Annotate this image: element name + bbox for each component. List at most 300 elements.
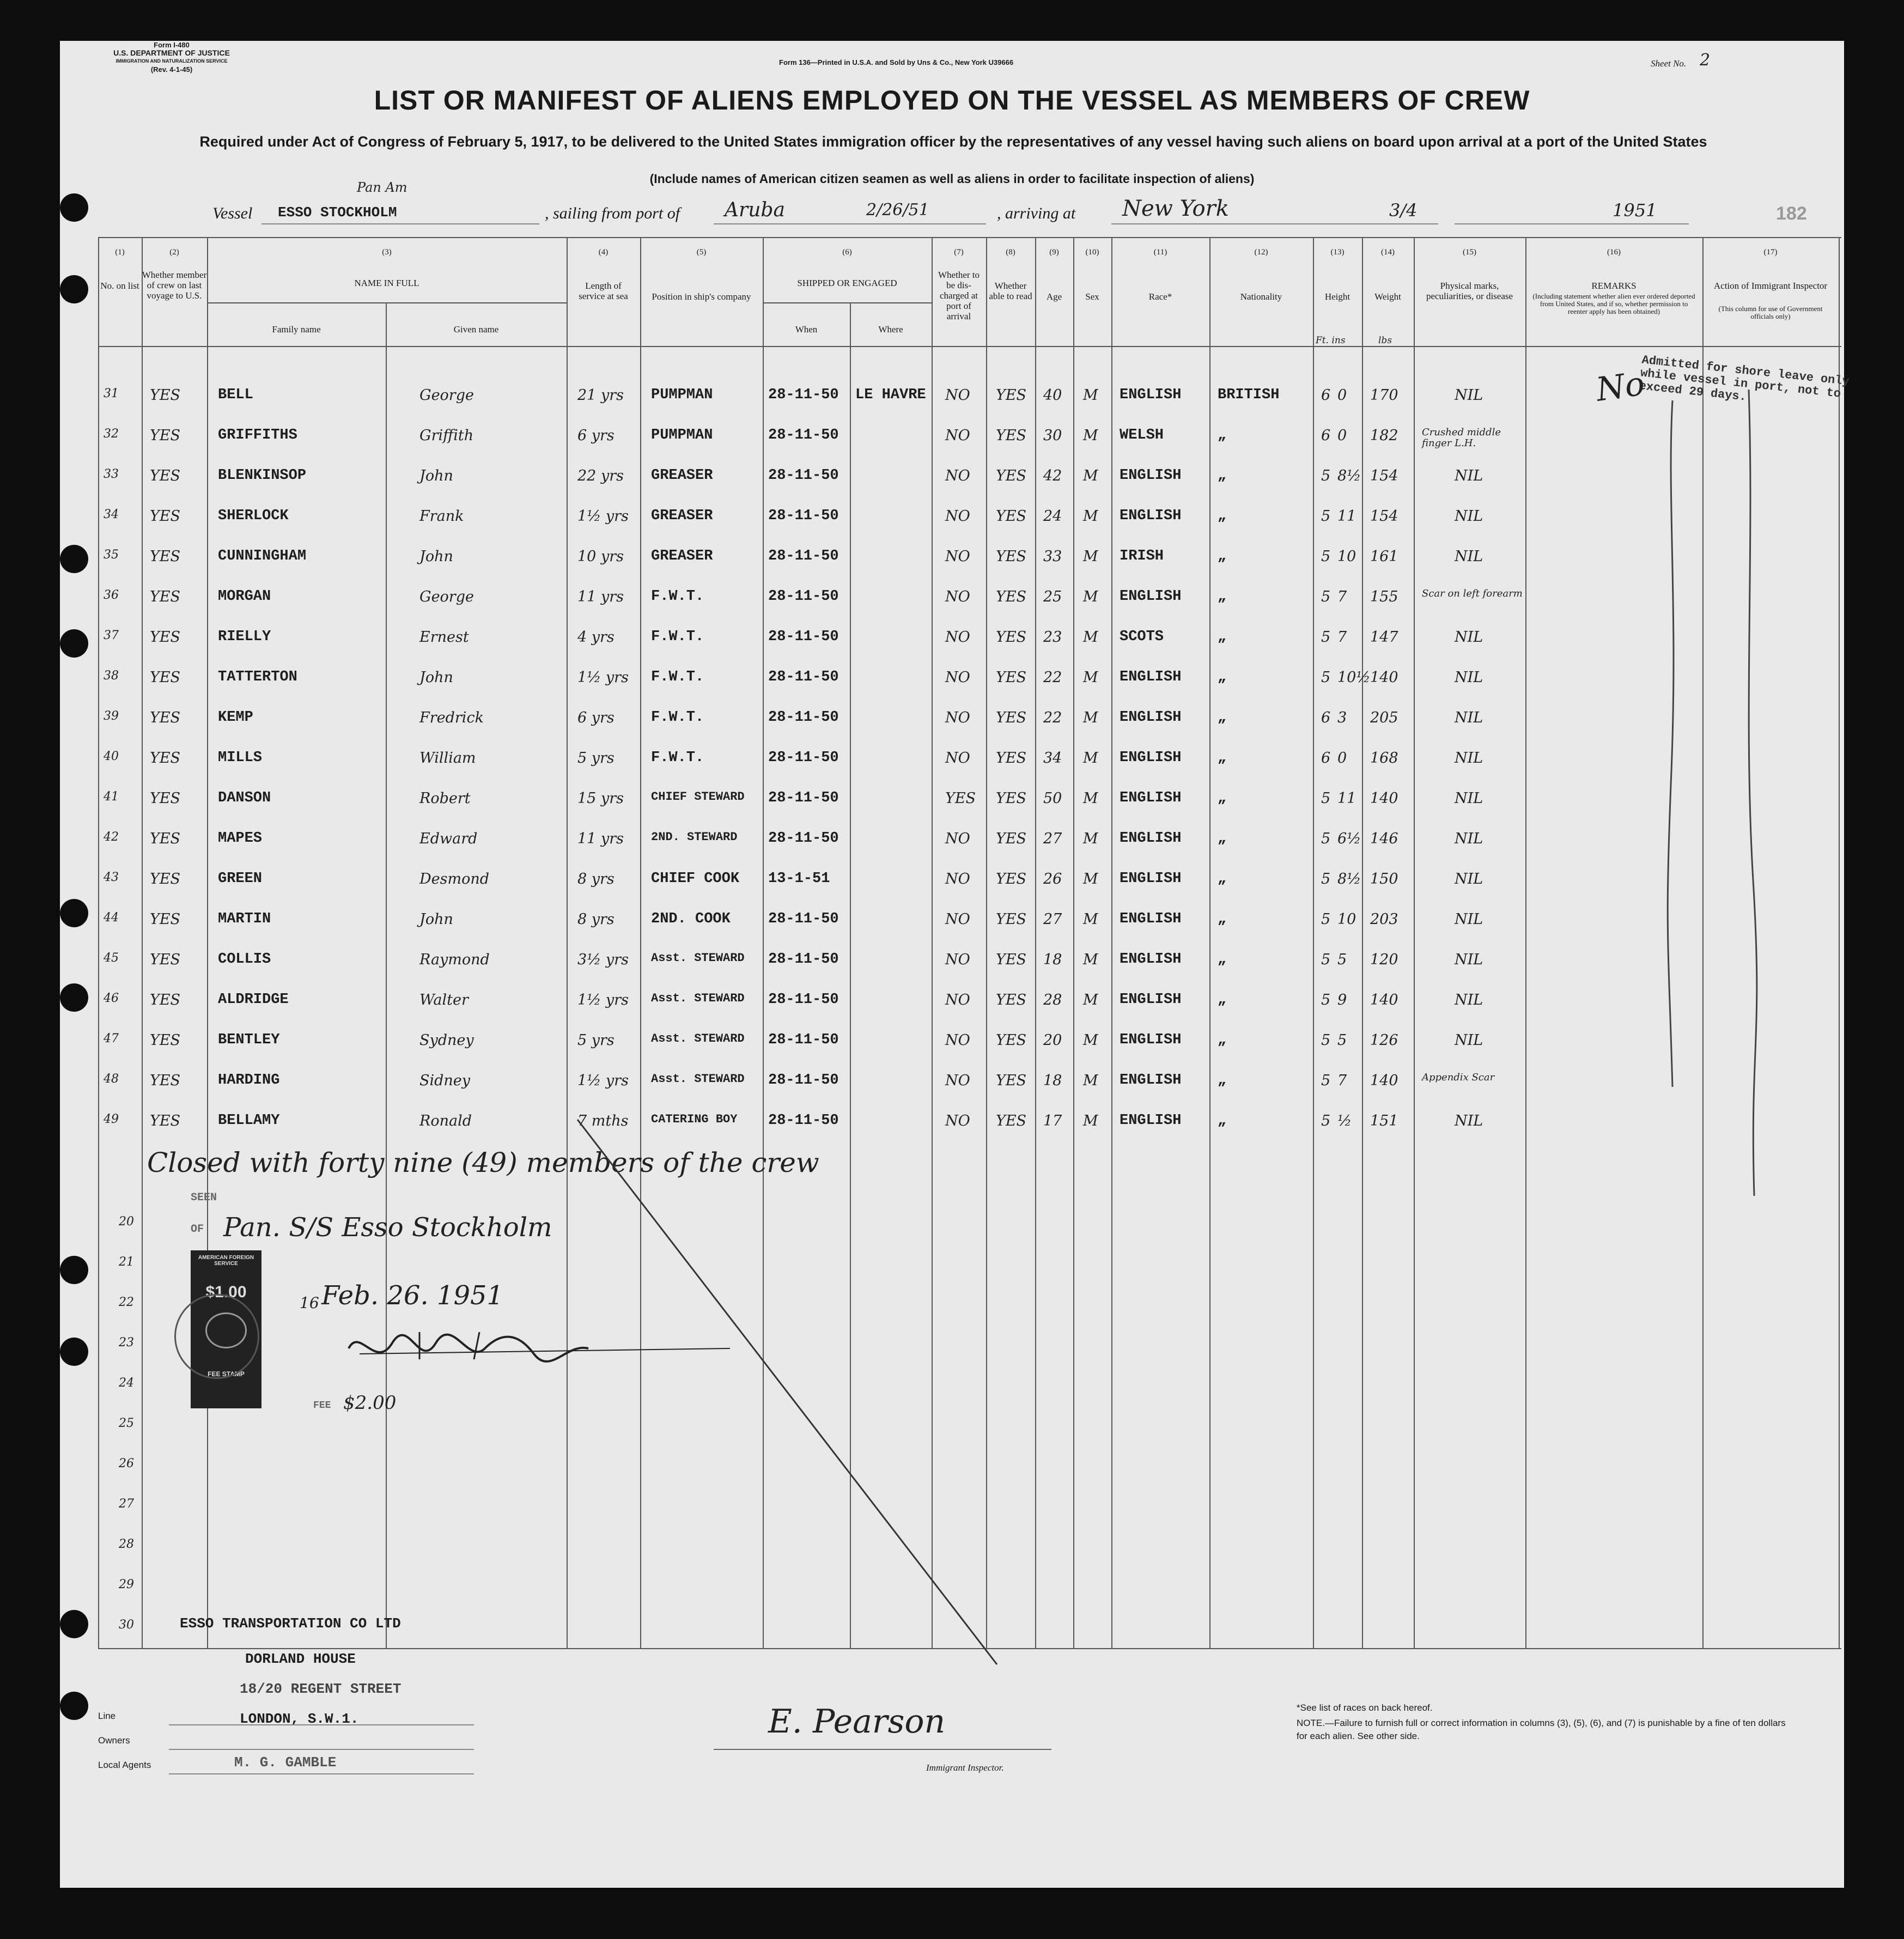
cell-nat: „ (1218, 427, 1227, 443)
cell-race: ENGLISH (1120, 669, 1182, 685)
form-header-block (109, 41, 234, 74)
arriving-label: , arriving at (997, 204, 1076, 222)
cell-given: Ronald (419, 1113, 472, 1129)
cell-wt: 154 (1370, 467, 1398, 484)
col-header-marks: Physical marks, peculiarities, or disease (1426, 281, 1513, 301)
cell-service: 1½ yrs (577, 992, 629, 1008)
cell-ft: 6 (1321, 709, 1331, 726)
cell-family: MAPES (218, 830, 263, 847)
cell-disch: NO (945, 830, 970, 847)
cell-wt: 161 (1370, 548, 1398, 565)
cell-wt: 182 (1370, 427, 1398, 444)
cell-when: 28-11-50 (768, 951, 839, 968)
cell-position: PUMPMAN (651, 427, 713, 443)
cell-wt: 205 (1370, 709, 1398, 726)
cell-position: Asst. STEWARD (651, 992, 745, 1005)
cell-read: YES (996, 467, 1027, 484)
cell-read: YES (996, 871, 1027, 888)
cell-ft: 5 (1321, 1113, 1331, 1129)
cell-service: 7 mths (577, 1113, 629, 1129)
cell-sex: M (1083, 830, 1098, 847)
cell-age: 20 (1043, 1032, 1062, 1049)
consular-seal-icon (174, 1294, 259, 1379)
department-name: U.S. DEPARTMENT OF JUSTICE (113, 48, 230, 57)
cell-family: ALDRIDGE (218, 992, 289, 1008)
cell-prev: YES (150, 750, 181, 767)
cell-disch: NO (945, 387, 970, 404)
form-number: Form I-480 (154, 41, 190, 49)
cell-race: ENGLISH (1120, 1032, 1182, 1048)
punch-hole (60, 1338, 88, 1366)
cell-ft: 5 (1321, 830, 1331, 847)
cell-sex: M (1083, 951, 1098, 968)
col-header-age: Age (1046, 291, 1062, 302)
page-subtitle-note: (Include names of American citizen seamen as well as aliens in order to facilitate inspection of aliens) (649, 172, 1255, 186)
cell-ft: 5 (1321, 871, 1331, 888)
punch-hole (60, 629, 88, 658)
cell-family: TATTERTON (218, 669, 297, 685)
cell-sex: M (1083, 871, 1098, 888)
cell-disch: NO (945, 951, 970, 968)
cell-in: 0 (1337, 427, 1347, 444)
cell-prev: YES (150, 588, 181, 605)
cell-ft: 5 (1321, 669, 1331, 686)
punch-hole (60, 1692, 88, 1720)
cell-prev: YES (150, 629, 181, 646)
cell-position: F.W.T. (651, 709, 704, 726)
col-num: (2) (169, 248, 179, 257)
cell-family: GREEN (218, 871, 263, 887)
cell-nat: „ (1218, 830, 1227, 847)
cell-no: 32 (104, 427, 119, 441)
cell-family: COLLIS (218, 951, 271, 968)
cell-race: IRISH (1120, 548, 1164, 564)
inspector-underline (714, 1749, 1051, 1750)
cell-read: YES (996, 1072, 1027, 1089)
cell-race: SCOTS (1120, 629, 1164, 645)
cell-no: 46 (104, 992, 119, 1005)
col-header-read: Whether able to read (989, 281, 1032, 301)
cell-in: 10½ (1337, 669, 1371, 686)
cell-race: ENGLISH (1120, 790, 1182, 806)
cell-disch: NO (945, 508, 970, 525)
cell-marks: NIL (1455, 709, 1483, 726)
cell-position: F.W.T. (651, 669, 704, 685)
cell-in: 6½ (1337, 830, 1361, 847)
cell-ft: 5 (1321, 992, 1331, 1008)
cell-given: Walter (419, 992, 469, 1008)
cell-in: 10 (1337, 548, 1356, 565)
cell-in: 7 (1337, 1072, 1347, 1089)
cell-wt: 140 (1370, 669, 1398, 686)
cell-service: 10 yrs (577, 548, 624, 565)
agents-underline (169, 1773, 474, 1774)
cell-nat: „ (1218, 750, 1227, 766)
cell-race: ENGLISH (1120, 709, 1182, 726)
row-number: 24 (119, 1376, 134, 1390)
cell-given: Fredrick (419, 709, 484, 726)
cell-given: Sidney (419, 1072, 471, 1089)
cell-position: GREASER (651, 467, 713, 484)
cell-prev: YES (150, 1113, 181, 1129)
col-num: (12) (1254, 248, 1268, 257)
cell-nat: „ (1218, 790, 1227, 806)
arrival-underline (1111, 223, 1438, 224)
cell-age: 22 (1043, 709, 1062, 726)
cell-position: GREASER (651, 508, 713, 524)
cell-nat: „ (1218, 508, 1227, 524)
cell-where: LE HAVRE (855, 387, 926, 403)
cell-race: ENGLISH (1120, 467, 1182, 484)
cell-position: CATERING BOY (651, 1113, 738, 1126)
punch-hole (60, 275, 88, 303)
cell-when: 28-11-50 (768, 629, 839, 645)
form-revision: (Rev. 4-1-45) (150, 65, 193, 74)
cell-family: SHERLOCK (218, 508, 289, 524)
cell-race: WELSH (1120, 427, 1164, 443)
cell-given: John (419, 467, 453, 484)
row-number: 27 (119, 1497, 134, 1511)
cell-sex: M (1083, 588, 1098, 605)
cell-wt: 203 (1370, 911, 1398, 928)
cell-no: 45 (104, 951, 119, 965)
cell-disch: NO (945, 871, 970, 888)
vessel-note: Pan Am (357, 180, 407, 195)
cell-when: 28-11-50 (768, 508, 839, 524)
cell-nat: „ (1218, 588, 1227, 605)
cell-service: 5 yrs (577, 750, 615, 767)
cell-when: 28-11-50 (768, 588, 839, 605)
row-number: 22 (119, 1296, 134, 1309)
col-header-weight: Weight (1374, 291, 1401, 302)
col-num: (1) (115, 248, 125, 257)
cell-ft: 5 (1321, 588, 1331, 605)
cell-sex: M (1083, 1072, 1098, 1089)
cell-prev: YES (150, 992, 181, 1008)
cell-race: ENGLISH (1120, 911, 1182, 927)
cell-family: RIELLY (218, 629, 271, 645)
cell-sex: M (1083, 992, 1098, 1008)
cell-given: Ernest (419, 629, 469, 646)
cell-wt: 120 (1370, 951, 1398, 968)
page-title: LIST OR MANIFEST OF ALIENS EMPLOYED ON THE VESSEL AS MEMBERS OF CREW (374, 85, 1530, 116)
cell-in: 10 (1337, 911, 1356, 928)
row-number: 30 (119, 1618, 134, 1632)
cell-service: 6 yrs (577, 709, 615, 726)
cell-marks: NIL (1455, 467, 1483, 484)
cell-position: Asst. STEWARD (651, 951, 745, 965)
col-header-length: Length of service at sea (579, 281, 628, 301)
col-header-nationality: Nationality (1240, 291, 1282, 302)
cell-sex: M (1083, 427, 1098, 444)
cell-in: 8½ (1337, 467, 1361, 484)
cell-service: 5 yrs (577, 1032, 615, 1049)
col-num: (14) (1381, 248, 1395, 257)
cell-sex: M (1083, 1032, 1098, 1049)
departure-date: 2/26/51 (866, 200, 929, 220)
col-num: (8) (1006, 248, 1015, 257)
cell-ft: 5 (1321, 629, 1331, 646)
local-agent: M. G. GAMBLE (234, 1754, 337, 1771)
col-num: (17) (1763, 248, 1778, 257)
cell-read: YES (996, 548, 1027, 565)
cell-read: YES (996, 830, 1027, 847)
page-subtitle: Required under Act of Congress of February 5, 1917, to be delivered to the United States immigration officer by the representatives of any vessel having such aliens on board upon arrival at a port of the United States (199, 133, 1707, 150)
cell-age: 30 (1043, 427, 1062, 444)
cell-age: 50 (1043, 790, 1062, 807)
cell-disch: NO (945, 427, 970, 444)
cell-marks: NIL (1455, 548, 1483, 565)
fine-note: NOTE.—Failure to furnish full or correct information in columns (3), (5), (6), and (7) is punishable by a fine of ten dollars for each alien. See other side. (1297, 1718, 1786, 1741)
col-header-height: Height (1324, 291, 1351, 302)
cell-service: 6 yrs (577, 427, 615, 444)
cell-no: 31 (104, 387, 119, 400)
cell-prev: YES (150, 830, 181, 847)
cell-disch: NO (945, 911, 970, 928)
cell-ft: 5 (1321, 508, 1331, 525)
cell-disch: NO (945, 750, 970, 767)
cell-family: BELLAMY (218, 1113, 280, 1129)
cell-given: John (419, 669, 453, 686)
cell-read: YES (996, 427, 1027, 444)
col-header-action: Action of Immigrant Inspector (1713, 281, 1828, 291)
cell-in: 3 (1337, 709, 1347, 726)
punch-hole (60, 193, 88, 222)
cell-wt: 155 (1370, 588, 1398, 605)
cell-nat: „ (1218, 1113, 1227, 1129)
col-header-where: Where (878, 324, 903, 335)
cell-sex: M (1083, 1113, 1098, 1129)
cell-ft: 5 (1321, 1072, 1331, 1089)
fee-label: FEE (313, 1400, 331, 1411)
cell-no: 35 (104, 548, 119, 562)
cell-when: 28-11-50 (768, 427, 839, 443)
cell-wt: 126 (1370, 1032, 1398, 1049)
cell-nat: „ (1218, 669, 1227, 685)
punch-hole (60, 983, 88, 1012)
row-number: 25 (119, 1417, 134, 1430)
cell-wt: 147 (1370, 629, 1398, 646)
cell-given: William (419, 750, 476, 767)
cell-when: 13-1-51 (768, 871, 830, 887)
cell-no: 34 (104, 508, 119, 521)
cell-nat: „ (1218, 871, 1227, 887)
company-name: ESSO TRANSPORTATION CO LTD (180, 1615, 401, 1632)
cell-read: YES (996, 951, 1027, 968)
height-unit: Ft. ins (1316, 335, 1346, 346)
cell-no: 39 (104, 709, 119, 723)
page-mark: 182 (1776, 203, 1807, 224)
cell-sex: M (1083, 467, 1098, 484)
cell-age: 24 (1043, 508, 1062, 525)
cell-sex: M (1083, 629, 1098, 646)
cell-in: 7 (1337, 629, 1347, 646)
cell-given: Frank (419, 508, 464, 525)
cell-family: MORGAN (218, 588, 271, 605)
cell-position: F.W.T. (651, 588, 704, 605)
shipped-subheader-line (763, 302, 932, 303)
cell-no: 48 (104, 1072, 119, 1086)
cell-disch: NO (945, 1032, 970, 1049)
cell-when: 28-11-50 (768, 1113, 839, 1129)
cell-age: 40 (1043, 387, 1062, 404)
cell-prev: YES (150, 669, 181, 686)
cell-when: 28-11-50 (768, 1032, 839, 1048)
cell-nat: BRITISH (1218, 387, 1280, 403)
cell-disch: NO (945, 548, 970, 565)
seen-vessel: Pan. S/S Esso Stockholm (223, 1212, 552, 1243)
cell-race: ENGLISH (1120, 951, 1182, 968)
cell-disch: NO (945, 1113, 970, 1129)
cell-race: ENGLISH (1120, 1113, 1182, 1129)
cell-ft: 5 (1321, 548, 1331, 565)
col-header-remarks-note: (Including statement whether alien ever ordered deported from United States, and if so, whether permission to reenter apply has been obtained) (1532, 292, 1695, 315)
cell-given: John (419, 548, 453, 565)
cell-prev: YES (150, 427, 181, 444)
row-number: 20 (119, 1215, 134, 1229)
cell-wt: 140 (1370, 992, 1398, 1008)
cell-position: PUMPMAN (651, 387, 713, 403)
cell-nat: „ (1218, 992, 1227, 1008)
cell-position: CHIEF COOK (651, 871, 740, 887)
cell-wt: 150 (1370, 871, 1398, 888)
cell-in: 9 (1337, 992, 1347, 1008)
cell-marks: NIL (1455, 669, 1483, 686)
cell-no: 36 (104, 588, 119, 602)
cell-race: ENGLISH (1120, 387, 1182, 403)
cell-in: 5 (1337, 1032, 1347, 1049)
cell-no: 33 (104, 467, 119, 481)
cell-marks: Crushed middle finger L.H. (1422, 427, 1501, 449)
col-header-position: Position in ship's company (652, 291, 751, 302)
cell-nat: „ (1218, 951, 1227, 968)
cell-age: 25 (1043, 588, 1062, 605)
cell-in: 7 (1337, 588, 1347, 605)
cell-sex: M (1083, 508, 1098, 525)
port-underline (714, 223, 986, 224)
cell-ft: 5 (1321, 951, 1331, 968)
shore-leave-stamp: Admitted for shore leave only while vessel in port, not to exceed 29 days. (1638, 353, 1850, 404)
cell-nat: „ (1218, 629, 1227, 645)
row-number: 28 (119, 1537, 134, 1551)
service-name: IMMIGRATION AND NATURALIZATION SERVICE (115, 58, 228, 64)
cell-marks: Scar on left forearm (1422, 588, 1523, 599)
vessel-name: ESSO STOCKHOLM (278, 204, 397, 221)
col-num: (6) (842, 248, 852, 257)
cell-service: 8 yrs (577, 871, 615, 888)
cell-age: 22 (1043, 669, 1062, 686)
cell-age: 27 (1043, 911, 1062, 928)
col-header-race: Race* (1148, 291, 1172, 302)
table-top-border (98, 237, 1841, 238)
cell-family: CUNNINGHAM (218, 548, 307, 564)
cell-sex: M (1083, 669, 1098, 686)
cell-race: ENGLISH (1120, 588, 1182, 605)
cell-marks: NIL (1455, 629, 1483, 646)
cell-service: 1½ yrs (577, 669, 629, 686)
cell-age: 28 (1043, 992, 1062, 1008)
year-underline (1455, 223, 1689, 224)
inspector-label: Immigrant Inspector. (926, 1762, 1004, 1773)
cell-when: 28-11-50 (768, 548, 839, 564)
cell-sex: M (1083, 911, 1098, 928)
cell-when: 28-11-50 (768, 830, 839, 847)
cell-ft: 6 (1321, 387, 1331, 404)
company-address-1: DORLAND HOUSE (245, 1651, 356, 1667)
sailing-label: , sailing from port of (545, 204, 680, 222)
punch-hole (60, 1256, 88, 1284)
row-number: 29 (119, 1578, 134, 1591)
cell-race: ENGLISH (1120, 750, 1182, 766)
sheet-number: 2 (1700, 51, 1711, 70)
sheet-label: Sheet No. (1651, 58, 1687, 69)
cell-disch: NO (945, 669, 970, 686)
col-num: (4) (598, 248, 609, 257)
agents-label: Local Agents (98, 1760, 151, 1770)
arrival-port: New York (1122, 196, 1229, 221)
cell-marks: Appendix Scar (1422, 1072, 1495, 1083)
vessel-label: Vessel (212, 204, 253, 222)
line-label: Line (98, 1711, 116, 1721)
cell-in: 11 (1337, 508, 1356, 525)
cell-read: YES (996, 709, 1027, 726)
cell-family: KEMP (218, 709, 253, 726)
cell-age: 34 (1043, 750, 1062, 767)
cell-when: 28-11-50 (768, 911, 839, 927)
punch-hole (60, 899, 88, 927)
cell-family: BENTLEY (218, 1032, 280, 1048)
punch-hole (60, 1610, 88, 1638)
cell-marks: NIL (1455, 871, 1483, 888)
cell-prev: YES (150, 387, 181, 404)
company-address-2: 18/20 REGENT STREET (240, 1681, 402, 1697)
closing-note: Closed with forty nine (49) members of the crew (147, 1147, 819, 1178)
cell-marks: NIL (1455, 911, 1483, 928)
cell-marks: NIL (1455, 1032, 1483, 1049)
cell-no: 47 (104, 1032, 119, 1046)
cell-disch: NO (945, 629, 970, 646)
cell-family: BELL (218, 387, 253, 403)
vessel-underline (261, 223, 539, 224)
cell-ft: 6 (1321, 750, 1331, 767)
cell-nat: „ (1218, 467, 1227, 484)
arrival-date: 3/4 (1389, 200, 1418, 221)
cell-marks: NIL (1455, 830, 1483, 847)
consul-label: OF (191, 1223, 204, 1236)
cell-ft: 5 (1321, 911, 1331, 928)
cell-no: 42 (104, 830, 119, 844)
cell-read: YES (996, 669, 1027, 686)
line-underline (169, 1724, 474, 1725)
col-header-remarks: REMARKS (1591, 281, 1637, 291)
cell-age: 27 (1043, 830, 1062, 847)
cell-given: George (419, 387, 474, 404)
cell-read: YES (996, 1032, 1027, 1049)
cell-read: YES (996, 508, 1027, 525)
cell-given: John (419, 911, 453, 928)
cell-read: YES (996, 992, 1027, 1008)
cell-prev: YES (150, 508, 181, 525)
cell-given: Edward (419, 830, 478, 847)
cell-service: 3½ yrs (577, 951, 629, 968)
stamp-label: FEE STAMP (208, 1370, 245, 1378)
cell-wt: 146 (1370, 830, 1398, 847)
cell-marks: NIL (1455, 992, 1483, 1008)
cell-given: Desmond (419, 871, 490, 888)
col-num: (13) (1330, 248, 1345, 257)
row-number: 26 (119, 1457, 134, 1470)
col-num: (16) (1607, 248, 1621, 257)
